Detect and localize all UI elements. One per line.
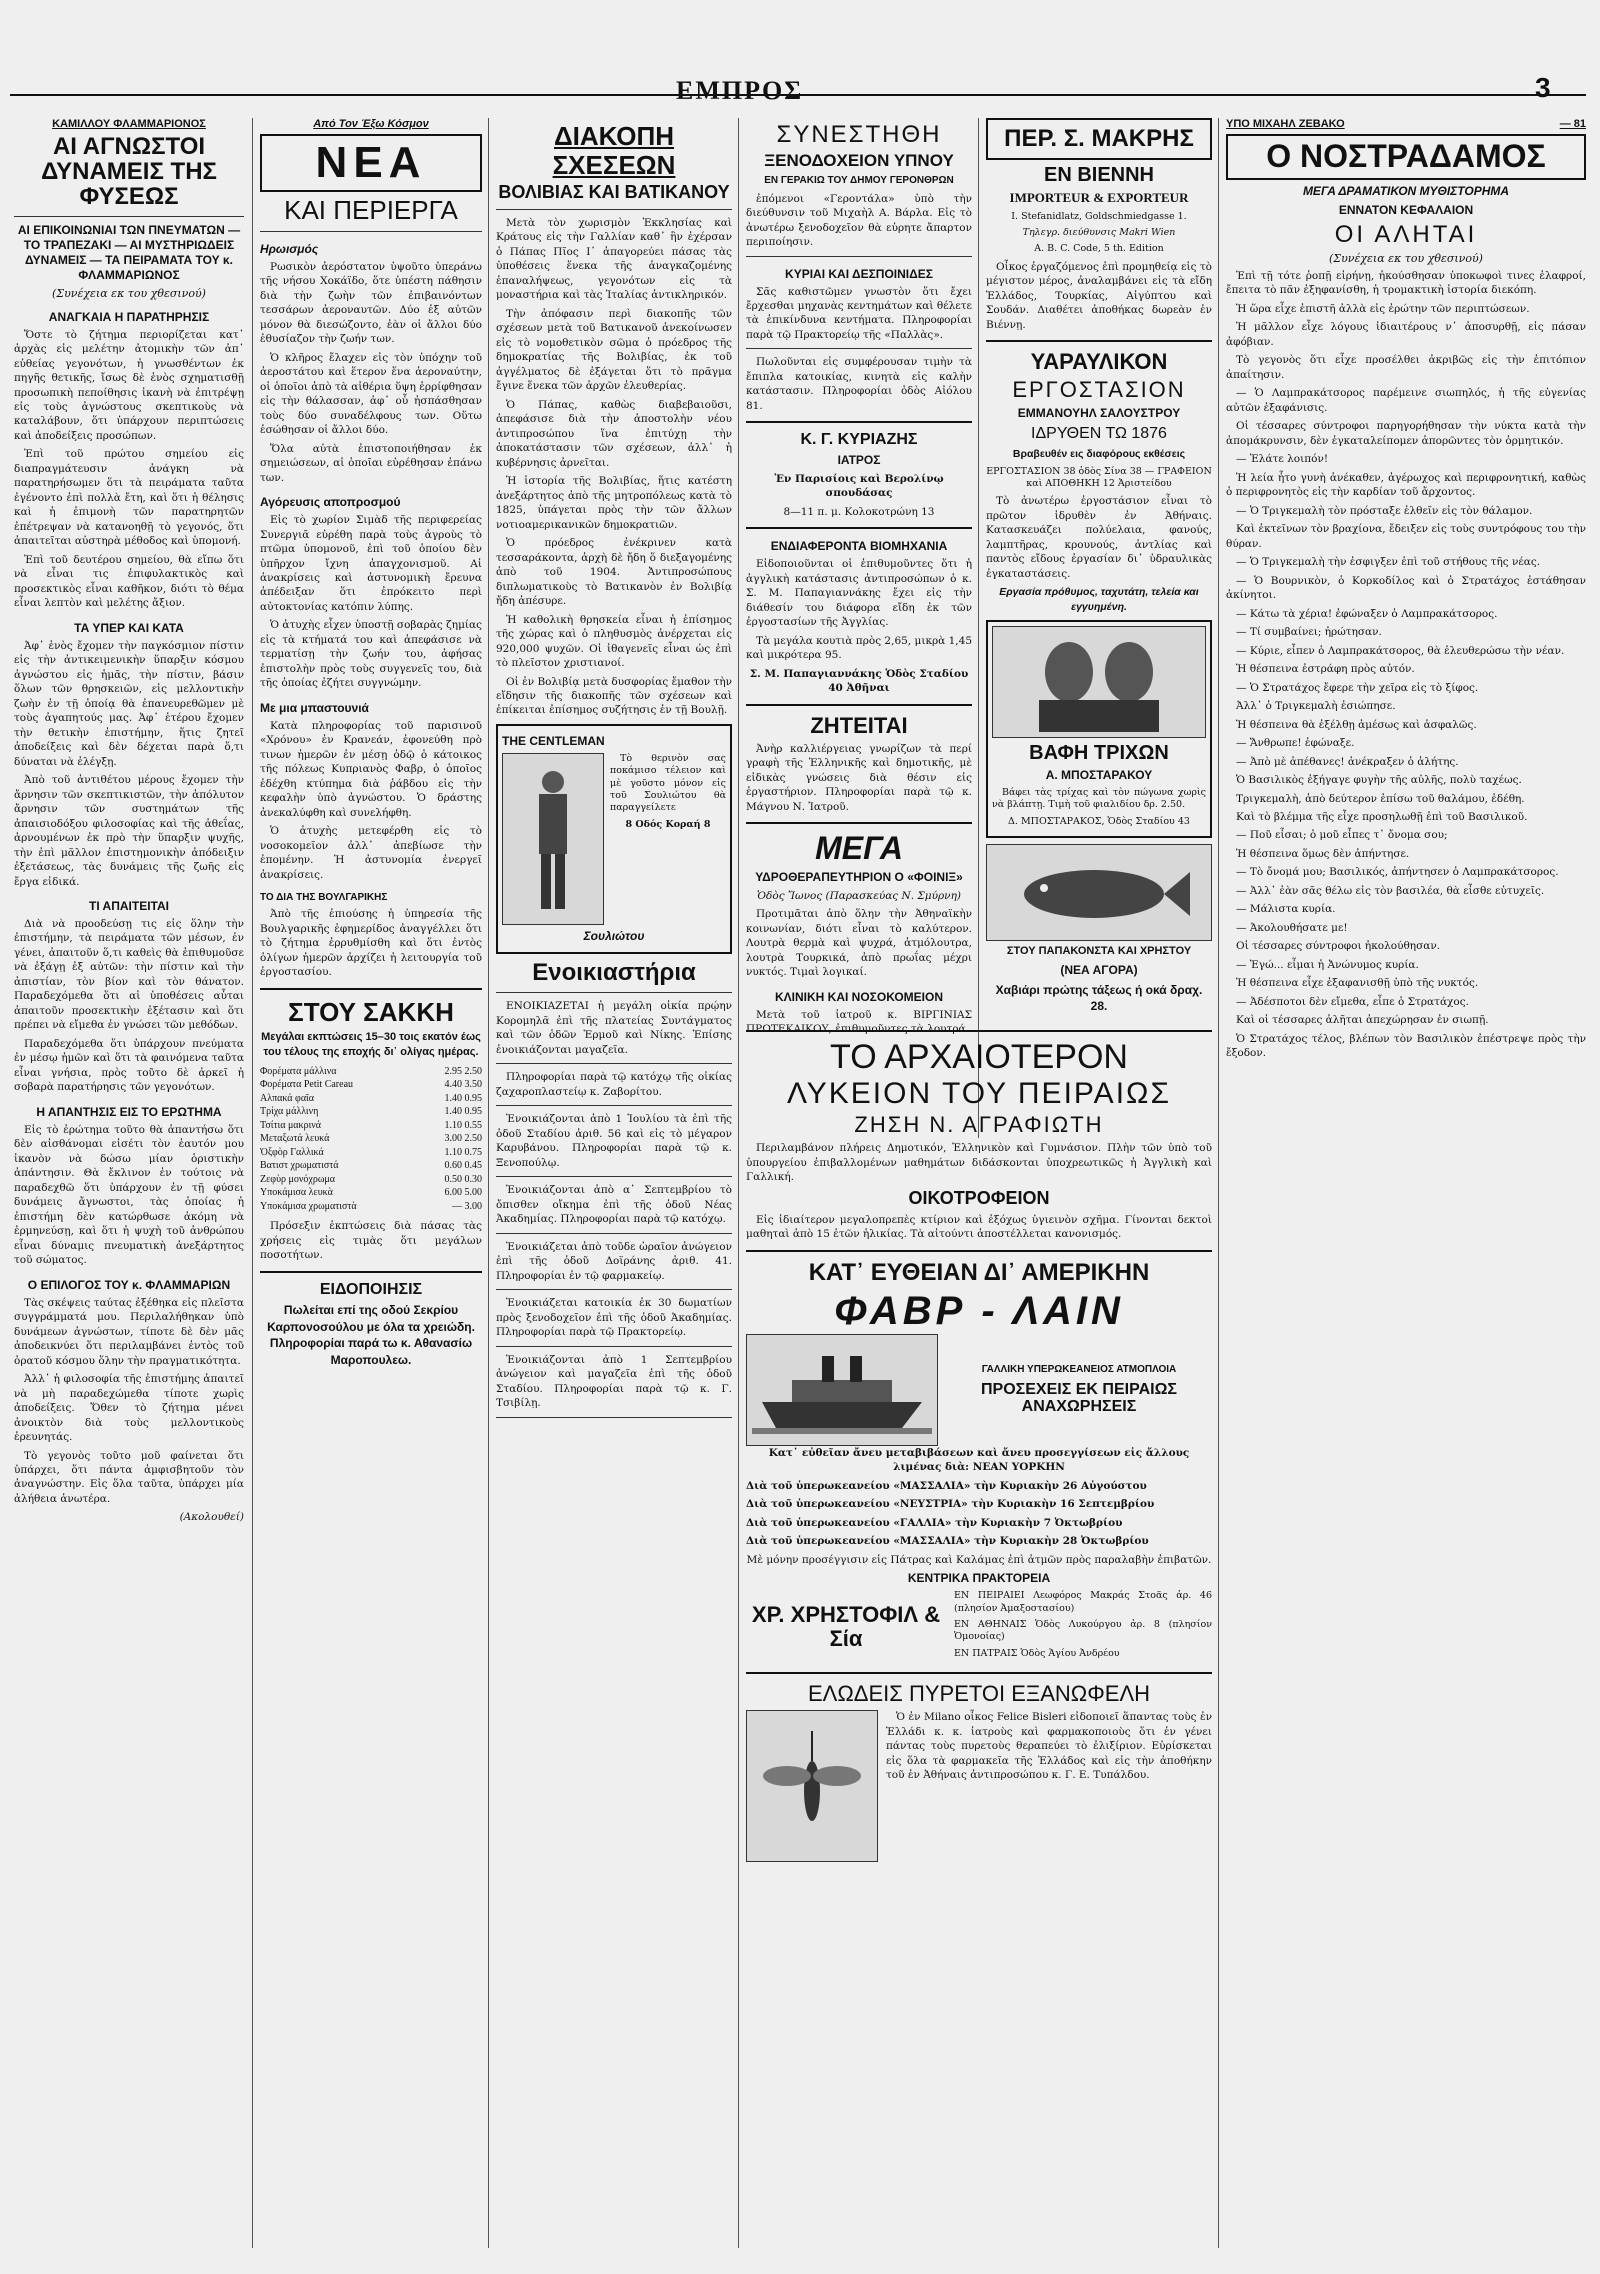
section-subtitle: ΚΑΙ ΠΕΡΙΕΡΓΑ xyxy=(284,195,458,226)
mosquito-illustration xyxy=(746,1710,878,1862)
ad-name: Σουλιώτου xyxy=(583,928,645,943)
article-title: ΔΙΑΚΟΠΗ ΣΧΕΣΕΩΝ xyxy=(552,121,676,180)
serial-paragraph: — Κύριε, εἶπεν ὁ Λαμπρακάτσορος, θὰ ἐλευθερώσω τὴν νέαν. xyxy=(1236,644,1565,657)
rent-divider xyxy=(496,1417,732,1418)
price-values xyxy=(445,1078,483,1092)
paragraph: Τὰς σκέψεις ταύτας ἐξέθηκα εἰς πλεῖστα συγγράμματά μου. Περιλαλήθηκαν ὑπὸ δυνάμεων ἀγνώστων, τίποτε δὲ δὲν μᾶς ἀποδεικνύει ὅτι περιλαμβάνει ἐντὸς τοῦ ὁρατοῦ κόσμου ὅλην τὴν πραγματικότητα. xyxy=(14,1296,244,1367)
serial-paragraph: Ἡ θέσπεινα ἐστράφη πρὸς αὐτόν. xyxy=(1236,663,1415,676)
serial-paragraph: Ἡ θέσπεινα ὅμως δὲν ἀπήντησε. xyxy=(1236,847,1410,860)
price-values xyxy=(445,1105,483,1119)
factory-award: Βραβευθέν εις διαφόρους εκθέσεις xyxy=(1012,448,1186,461)
serial-paragraph: Ἡ μᾶλλον εἶχε λόγους ἰδιαιτέρους ν᾽ ἀποσυρθῇ, εἰς πάσαν ἀφόβιαν. xyxy=(1226,321,1586,348)
agent-title: ΚΕΝΤΡΙΚΑ ΠΡΑΚΤΟΡΕΙΑ xyxy=(907,1571,1051,1586)
ship-company: ΓΑΛΛΙΚΗ ΥΠΕΡΩΚΕΑΝΕΙΟΣ ΑΤΜΟΠΛΟΙΑ xyxy=(981,1364,1177,1376)
dye-title: ΒΑΦΗ ΤΡΙΧΩΝ xyxy=(1029,742,1169,765)
price-item: Υποκάμισα λευκὰ xyxy=(260,1187,333,1199)
price-old: 2.95 xyxy=(444,1065,465,1077)
paragraph: Ὁ πρόεδρος ἐνέκρινεν κατὰ τεσσαράκοντα, ἀρχὴ δὲ ἤδη ὅ διεξαγομένης ἀπὸ τοῦ 1904. Ἀντιπροσώπους διπλωματικοὺς τὸ Βατικανὸν ἐν Βολιβίᾳ ἤδη ἀπέσυρε. xyxy=(496,537,732,608)
paragraph: Ἀλλ᾽ ἡ φιλοσοφία τῆς ἐπιστήμης ἀπαιτεῖ νὰ μὴ παραδεχώμεθα τίποτε χωρὶς ἀποδείξεις. Ὅθεν τὸ ζήτημα μένει ἀνοικτὸν διὰ τοὺς μελλοντικοὺς ἐρευνητάς. xyxy=(14,1373,244,1444)
serial-paragraph: Ἐπὶ τῇ τότε ῥοπῇ εἰρήνῃ, ἠκούσθησαν ὑποκωφοὶ τινες ἐλαφροί, ἔπειτα τὸ πᾶν ἐξηφανίσθη, ἡ τρομακτικὴ ἱστορία διεκόπη. xyxy=(1226,269,1586,297)
paragraph: Τὰ μεγάλα κουτιὰ πρὸς 2,65, μικρὰ 1,45 καὶ μικρότερα 95. xyxy=(746,634,972,662)
column-rule xyxy=(738,118,739,2248)
serial-paragraph: — Τί συμβαίνει; ἠρώτησαν. xyxy=(1236,626,1382,639)
agent-name: ΧΡ. ΧΡΗΣΤΟΦΙΛ & Σία xyxy=(751,1602,941,1652)
price-values xyxy=(445,1186,483,1200)
price-row xyxy=(260,1186,482,1200)
serial-paragraph: Οἱ τέσσαρες σύντροφοι παρηγορήθησαν τὴν νύκτα κατὰ τὴν ἀπομάκρυνσιν, δὲν ἐγκαταλείπομεν ἀπορῶντες τὸν ὁρμητικόν. xyxy=(1226,420,1586,447)
article-kicker: ΚΑΜΙΛΛΟΥ ΦΛΑΜΜΑΡΙΟΝΟΣ xyxy=(52,118,206,130)
price-values xyxy=(445,1132,483,1146)
price-values xyxy=(445,1159,483,1173)
dye-address: Δ. ΜΠΟΣΤΑΡΑΚΟΣ, Ὁδὸς Σταδίου 43 xyxy=(1008,815,1190,827)
ad-address: I. Stefanidlatz, Goldschmiedgasse 1. xyxy=(1011,210,1187,222)
price-item: Βατιστ χρωματιστά xyxy=(260,1160,339,1172)
column-makris xyxy=(986,118,1212,1013)
rent-item: Ἐνοικιάζονται ἀπὸ 1 Σεπτεμβρίου ἀνώγειον καὶ μαγαζεῖα ἐπὶ τῆς ὁδοῦ Σταδίου. Πληροφορίαι παρὰ τῷ κ. Γ. Τσιβίλῃ. xyxy=(496,1353,732,1410)
price-new: 2.50 xyxy=(464,1065,482,1077)
price-item: Ὀξφὸρ Γαλλικά xyxy=(260,1146,324,1158)
ad-note: Πρόσεξιν ἐκπτώσεις διὰ πάσας τὰς χρήσεις εἰς τιμὰς ὅτι μεγάλων ποσοτήτων. xyxy=(260,1220,482,1262)
paragraph: Ἀπὸ τῆς ἐπιούσης ἡ ὑπηρεσία τῆς Βουλγαρικῆς ἐφημερίδος ἀναγγέλλει ὅτι τὸ ζήτημα ἐρρυθμίσθη καὶ ὅτι ἐντὸς ὀλίγων ἡμερῶν ἀρχίζει ἡ λειτουργία τοῦ ἐργοστασίου. xyxy=(260,908,482,979)
boarding-title: ΟΙΚΟΤΡΟΦΕΙΟΝ xyxy=(908,1187,1050,1208)
ship-title: ΚΑΤ᾽ ΕΥΘΕΙΑΝ ΔΙ᾽ ΑΜΕΡΙΚΗΝ xyxy=(808,1258,1150,1286)
factory-text: Τὸ ἀνωτέρω ἐργοστάσιον εἶναι τὸ πρῶτον ἱδρυθὲν ἐν Ἀθήναις. Κατασκευάζει πολύελαια, φανούς, λαμπτῆρας, κρουνούς, ἀντλίας καὶ παντὸς εἴδους ἐργασίαν δι᾽ ὑδραυλικὰς ἐγκαταστάσεις. xyxy=(986,495,1212,580)
rent-item: Ἐνοικιάζεται κατοικία ἐκ 30 δωματίων πρὸς ξενοδοχεῖον ἐπὶ τῆς ὁδοῦ Ἀκαδημίας. Πληροφορίαι παρὰ τῷ Πρακτορείῳ. xyxy=(496,1297,732,1339)
ad-text: Τὸ θερινὸν σας ποκάμισο τέλειον καὶ μὲ γοῦστο μόνον εἰς τοῦ Σουλιώτου θὰ παραγγείλετε xyxy=(610,752,726,814)
paragraph: Κατὰ πληροφορίας τοῦ παρισινοῦ «Χρόνου» ἐν Κρανεάν, ἐφονεύθη πρὸ τινων ἡμερῶν ἐν μέσῃ ὁδῷ ὁ κάτοικος τῆς πόλεως Κυπριανὸς Φαβρ, ὁ ὁποῖος ἐδέχθη κτύπημα διὰ ῥάβδου εἰς τὴν κεφαλὴν ὑπὸ ἀγνώστου. Ὁ δράστης ἀνεκαλύφθη καὶ συνελήφθη. xyxy=(260,719,482,819)
section-heading: Η ΑΠΑΝΤΗΣΙΣ ΕΙΣ ΤΟ ΕΡΩΤΗΜΑ xyxy=(36,1104,222,1119)
factory-address: ΕΡΓΟΣΤΑΣΙΟΝ 38 ὁδὸς Σίνα 38 — ΓΡΑΦΕΙΟΝ καὶ ΑΠΟΘΗΚΗ 12 Ἀριστείδου xyxy=(986,465,1212,489)
section-kicker: Από Τον Έξω Κόσμον xyxy=(313,118,429,130)
paragraph: Οἶκος ἐργαζόμενος ἐπὶ προμηθείᾳ εἰς τὸ μέγιστον μέρος, ἀναλαμβάνει εἰς τὰ εἴδη Ἑλλάδος, Τουρκίας, Αἰγύπτου καὶ Σουδάν. Διαθέτει ἀποθήκας δωρεὰν ἐν Βιέννῃ. xyxy=(986,260,1212,331)
serial-paragraph: — Κάτω τὰ χέρια! ἐφώναξεν ὁ Λαμπρακάτσορος. xyxy=(1236,607,1498,620)
paragraph: Πωλοῦνται εἰς συμφέρουσαν τιμὴν τὰ ἔπιπλα κατοικίας, κινητὰ εἰς καλὴν κατάστασιν. Πληροφορίαι ὁδὸς Αἰόλου 81. xyxy=(746,356,972,412)
news-heading: Ηρωισμός xyxy=(260,241,319,256)
agent-item: ΕΝ ΑΘΗΝΑΙΣ Ὁδὸς Λυκούργου ἀρ. 8 (πλησίον Ὁμονοίας) xyxy=(954,1619,1212,1643)
serial-title: Ο ΝΟΣΤΡΑΔΑΜΟΣ xyxy=(1266,138,1546,174)
rent-divider xyxy=(496,1176,732,1177)
continuation-note: (Συνέχεια εκ του χθεσινού) xyxy=(52,286,206,300)
price-row xyxy=(260,1119,482,1133)
serial-subtitle: ΜΕΓΑ ΔΡΑΜΑΤΙΚΟΝ ΜΥΘΙΣΤΟΡΗΜΑ xyxy=(1302,183,1510,198)
paragraph: Οἱ ἐν Βολιβίᾳ μετὰ δυσφορίας ἔμαθον τὴν εἴδησιν τῆς διακοπῆς τῶν σχέσεων καὶ ἐπίκειται ἐπίσημος συζήτησις ἐν τῇ Βουλῇ. xyxy=(496,675,732,717)
sailing-item: Διὰ τοῦ ὑπερωκεανείου «ΝΕΥΣΤΡΙΑ» τὴν Κυριακὴν 16 Σεπτεμβρίου xyxy=(746,1498,1155,1511)
serial-paragraph: Καὶ οἱ τέσσαρες ἀλῆται ἀπεχώρησαν ἐν σιωπῇ. xyxy=(1236,1014,1489,1027)
serial-paragraph: — Ἀπὸ μὲ ἀπέθανες! ἀνέκραξεν ὁ ἀλήτης. xyxy=(1236,755,1459,768)
paragraph: Ἐπὶ τοῦ πρώτου σημείου εἰς διαπραγμάτευσιν ἀνάγκη νὰ παρατηρήσωμεν ὅτι τὰ πειράματα ταῦτα ἐγένοντο ἐπὶ πολλὰ ἔτη, καὶ ὅτι ἡ θέλησις καὶ ἡ ἐπιμονὴ τῶν παρατηρητῶν ἐπέτρεψαν νὰ κατανοηθῇ τὸ γεγονός, ὅτι ἀπαιτεῖται αὐστηρὰ μέθοδος καὶ ὑπομονή. xyxy=(14,448,244,548)
price-new: 0.30 xyxy=(464,1173,482,1185)
price-old: 0.60 xyxy=(444,1160,465,1172)
ad-subtitle: ΞΕΝΟΔΟΧΕΙΟΝ ΥΠΝΟΥ xyxy=(764,151,954,171)
mega-subtitle: ΥΔΡΟΘΕΡΑΠΕΥΤΗΡΙΟΝ Ο «ΦΟΙΝΙΞ» xyxy=(755,870,963,884)
rent-divider xyxy=(496,1063,732,1064)
section-title: ΝΕΑ xyxy=(315,138,427,187)
price-row xyxy=(260,1105,482,1119)
paragraph: Παραδεχόμεθα ὅτι ὑπάρχουν πνεύματα ἐν μέσῳ ἡμῶν καὶ ὅτι τὰ φαινόμενα ταῦτα εἶναι γνήσια, πρὸς τοῦτο δὲ ἀρκεῖ ἡ σοβαρὰ παρατήρησις τῶν γεγονότων. xyxy=(14,1037,244,1094)
serial-paragraph: — Ὁ Τριγκεμαλὴ τὸν πρόσταξε ἐλθεῖν εἰς τὸν θάλαμον. xyxy=(1236,504,1533,517)
wanted-text: Ἀνὴρ καλλιέργειας γνωρίζων τὰ περί γραφὴ τῆς Ἑλληνικῆς καὶ δημοτικῆς, μὲ εἰδικὰς γνώσεις διὰ θέσιν εἰς ἐργαστήριον. Πληροφορίαι παρὰ τῷ κ. Μάγνου Ν. Ἰατροῦ. xyxy=(746,742,972,813)
paragraph: Ὁ ἀτυχὴς μετεφέρθη εἰς τὸ νοσοκομεῖον ἀλλ᾽ ἀπεβίωσε τὴν ἐπομένην. Ἡ ἀστυνομία ἐνεργεῖ ἀνακρίσεις. xyxy=(260,825,482,881)
serial-paragraph: Ὁ Στρατάχος τέλος, βλέπων τὸν Βασιλικὸν ἐπέστρεψε πρὸς τὴν ἔξοδον. xyxy=(1226,1032,1586,1060)
bottom-ads xyxy=(746,1030,1212,2245)
agent-list xyxy=(954,1590,1212,1664)
paragraph: Ἡ ἱστορία τῆς Βολιβίας, ἥτις κατέστη ἀνεξάρτητος ἀπὸ τῆς μητροπόλεως κατὰ τὸ 1825, ὑπάγεται πρὸς τὴν τῶν ἄλλων νοτιοαμερικανικῶν δημοκρατιῶν. xyxy=(496,475,732,531)
column-rule xyxy=(1218,118,1219,2248)
paragraph: Εἰς τὸ χωρίον Σιμὰδ τῆς περιφερείας Συνεργιᾶ εὑρέθη παρὰ τοὺς ἀγροὺς τὸ πτῶμα ὑπομονοῦ, ἐπὶ τοῦ ὁποίου δὲν ὑπῆρχον ἴχνη ἀπαγχονισμοῦ. Αἱ ἀνακρίσεις καὶ ἀστυνομικὴ ἔρευνα ἀπέδειξαν ὅτι ἐπρόκειτο περὶ αὐτοκτονίας κατόπιν λύπης. xyxy=(260,514,482,613)
fish-illustration xyxy=(986,844,1212,941)
steamship-illustration xyxy=(746,1334,938,1446)
chapter-title: ΟΙ ΑΛΗΤΑΙ xyxy=(1334,220,1478,248)
news-heading: Αγόρευσις αποπροσμού xyxy=(260,495,401,510)
ship-subtitle: ΠΡΟΣΕΧΕΙΣ ΕΚ ΠΕΙΡΑΙΩΣ ΑΝΑΧΩΡΗΣΕΙΣ xyxy=(980,1380,1178,1416)
dye-name: Α. ΜΠΟΣΤΑΡΑΚΟΥ xyxy=(1045,768,1153,783)
serial-paragraph: Οἱ τέσσαρες σύντροφοι ἠκολούθησαν. xyxy=(1236,940,1441,953)
price-item: Μεταξωτά λευκά xyxy=(260,1133,330,1145)
school-director: ΖΗΣΗ Ν. ΑΓΡΑΦΙΩΤΗ xyxy=(854,1112,1104,1138)
paragraph: Ἀπὸ τοῦ ἀντιθέτου μέρους ἔχομεν τὴν ἄρνησιν τῶν σκεπτικιστῶν, τὴν ἀπόλυτον ἄρνησιν τῶν συστημάτων τῆς ἀπαισιοδόξου φιλοσοφίας καὶ τῆς ἀθεΐας, ἀρνουμένων ἐκ πρὸ τὴν ὕπαρξιν ψυχῆς, τὴν ἐπὶ μᾶλλον ἐπιστημονικὴν ἀπόδειξιν ἐξετάσεως, τὰς δυνάμεις τῆς ζωῆς εἰς ἔργα εἰδικά. xyxy=(14,774,244,888)
mega-address: Ὁδὸς Ἴωνος (Παρασκεύας Ν. Σμύρνη) xyxy=(757,890,961,902)
doctor-name: Κ. Γ. ΚΥΡΙΑΖΗΣ xyxy=(800,431,918,449)
school-text: Περιλαμβάνον πλήρεις Δημοτικόν, Ἑλληνικὸν καὶ Γυμνάσιον. Πλὴν τῶν ὑπὸ τοῦ ὑπουργείου ἐπιβαλλομένων μαθημάτων διδάσκονται ὑποχρεωτικῶς ἡ Ἀγγλικὴ καὶ Γαλλική. xyxy=(746,1142,1212,1184)
news-heading: Με μια μπαστουνιά xyxy=(260,700,369,715)
price-item: Αλπακά φαῖα xyxy=(260,1092,314,1104)
serial-paragraph: Ἡ λεία ἦτο γυνὴ ἀνέκαθεν, ἀγέρωχος καὶ περιφρονητική, καθὼς ὁ περιφρονητὸς εἰς τὴν καρδίαν τοῦ ἄρχοντος. xyxy=(1226,471,1586,499)
price-old: 3.00 xyxy=(444,1133,465,1145)
price-new: 0.75 xyxy=(464,1146,482,1158)
paragraph: ἐπόμενοι «Γεροντάλα» ὑπὸ τὴν διεύθυνσιν τοῦ Μιχαὴλ Α. Βάρλα. Εἰς τὸ ἀνωτέρω ξενοδοχεῖον θὰ εὑρητε ἄπαρτον περιποίησιν. xyxy=(746,192,972,249)
section-heading: Ο ΕΠΙΛΟΓΟΣ ΤΟΥ κ. ΦΛΑΜΜΑΡΙΩΝ xyxy=(27,1277,231,1292)
rent-divider xyxy=(496,1346,732,1347)
rent-divider xyxy=(496,1233,732,1234)
price-item: Φορέματα Petit Careau xyxy=(260,1079,354,1091)
serial-paragraph: — Ποῦ εἶσαι; ὁ μοῦ εἶπες τ᾽ ὄνομα σου; xyxy=(1236,829,1448,842)
price-item: Τσίτια μακρινά xyxy=(260,1119,322,1131)
ad-subtitle: ΕΝ ΒΙΕΝΝΗ xyxy=(1043,164,1154,187)
hair-dye-ad xyxy=(986,620,1212,838)
article-subtitle: ΑΙ ΕΠΙΚΟΙΝΩΝΙΑΙ ΤΩΝ ΠΝΕΥΜΑΤΩΝ — ΤΟ ΤΡΑΠΕΖΑΚΙ — ΑΙ ΜΥΣΤΗΡΙΩΔΕΙΣ ΔΥΝΑΜΕΙΣ — ΤΑ ΠΕΙΡΑΜΑΤΑ ΤΟΥ κ. ΦΛΑΜΜΑΡΙΩΝΟΣ xyxy=(17,222,241,282)
rent-list xyxy=(496,999,732,1417)
serial-paragraph: Ἀλλ᾽ ὁ Τριγκεμαλὴ ἐσιώπησε. xyxy=(1236,700,1396,713)
factory-established: ΙΔΡΥΘΕΝ ΤΩ 1876 xyxy=(1031,425,1167,443)
serial-paragraph: — Ὁ Τριγκεμαλὴ τὴν ἐσφιγξεν ἐπὶ τοῦ στήθους τῆς νέας. xyxy=(1236,556,1541,569)
price-new: 0.95 xyxy=(464,1106,482,1118)
price-item: Υποκάμισα χρωματιστὰ xyxy=(260,1200,357,1212)
rent-item: Πληροφορίαι παρὰ τῷ κατόχῳ τῆς οἰκίας ζαχαροπλαστείῳ κ. Ζαβορίτου. xyxy=(496,1071,732,1098)
price-old: — xyxy=(452,1200,465,1212)
factory-cta: Εργασία πρόθυμος, ταχυτάτη, τελεία και εγγυημένη. xyxy=(999,586,1199,613)
section-heading: ΚΥΡΙΑΙ ΚΑΙ ΔΕΣΠΟΙΝΙΔΕΣ xyxy=(785,266,933,281)
ship-note: Μὲ μόνην προσέγγισιν εἰς Πάτρας καὶ Καλάμας ἐπὶ ἀτμῶν πρὸς παραλαβὴν ἐπιβατῶν. xyxy=(746,1553,1212,1566)
doctor-title: ΙΑΤΡΟΣ xyxy=(837,452,881,467)
ad-telegraph: Τηλεγρ. διεύθυνσις Makri Wien xyxy=(1022,226,1176,238)
price-new: 2.50 xyxy=(464,1133,482,1145)
section-heading: ΤΑ ΥΠΕΡ ΚΑΙ ΚΑΤΑ xyxy=(74,620,184,635)
paragraph: Ὅλα αὐτὰ ἐπιστοποιήθησαν ἐκ σημειώσεων, αἱ ὁποῖαι εὑρέθησαν ἐπάνω των. xyxy=(260,442,482,484)
rent-item: ΕΝΟΙΚΙΑΖΕΤΑΙ ἡ μεγάλη οἰκία πρῴην Κορομηλᾶ ἐπὶ τῆς πλατείας Συντάγματος καὶ τῶν ὁδῶν Ἑρμοῦ καὶ Νίκης. Ἐπίσης ἐνοικιάζονται μαγαζεῖα. xyxy=(496,1000,732,1056)
price-old: 4.40 xyxy=(444,1079,465,1091)
continued-note: (Ακολουθεί) xyxy=(179,1511,244,1524)
doctor-hours: 8—11 π. μ. Κολοκοτρώνη 13 xyxy=(783,505,935,518)
price-row xyxy=(260,1159,482,1173)
paragraph: Ρωσικὸν ἀερόστατον ὑψοῦτο ὑπεράνω τῆς νήσου Χοκάϊδο, ὅτε ὑπέστη πάθησιν διὰ τὴν ζωὴν τῶν ἐπιβαινόντων τεσσάρων ἀεροναυτῶν. Δύο ἐξ αὐτῶν μόνον θὰ διεσώζοντο, ἐὰν οἱ ἄλλοι δύο ἐθυσίαζον τὴν ζωήν των. xyxy=(260,260,482,346)
serial-paragraph: Ἡ ὥρα εἶχε ἐπιστῆ ἀλλὰ εἰς ἐρώτην τῶν περιπτώσεων. xyxy=(1236,302,1530,315)
price-item: Τρίχα μάλλινη xyxy=(260,1106,319,1118)
column-rule xyxy=(252,118,253,2248)
column-nostradamus xyxy=(1226,118,1586,2248)
serial-paragraph: — Ἐλάτε λοιπόν! xyxy=(1236,453,1329,466)
dye-text: Βάφει τὰς τρίχας καὶ τὸν πώγωνα χωρὶς νὰ βλάπτῃ. Τιμὴ τοῦ φιαλιδίου δρ. 2.50. xyxy=(992,787,1206,811)
price-row xyxy=(260,1132,482,1146)
price-old: 1.10 xyxy=(444,1146,465,1158)
factory-subtitle: ΕΡΓΟΣΤΑΣΙΟΝ xyxy=(1012,377,1186,403)
price-row xyxy=(260,1065,482,1079)
wanted-title: ΖΗΤΕΙΤΑΙ xyxy=(810,712,908,738)
fever-text: Ὁ ἐν Milano οἶκος Felice Bisleri εἰδοποιεῖ ἅπαντας τοὺς ἐν Ἑλλάδι κ. κ. ἰατροὺς καὶ φαρμακοποιοὺς ὅτι ἐν γένει πάντας τοὺς πυρετοὺς θεραπεύει τὸ ἐλιξίριον. Εὑρίσκεται εἰς ὅλα τὰ φαρμακεῖα τῆς Ἑλλάδος καὶ εἰς τὴν ἀποθήκην τοῦ ἐν Ἀθήναις ἀντιπροσώπου κ. Γ. Ε. Τυπάλδου. xyxy=(886,1711,1212,1782)
paragraph: Σ. Μ. Παπαγιαννάκης Ὁδὸς Σταδίου 40 Ἀθῆναι xyxy=(749,667,969,695)
serial-paragraph: Τριγκεμαλὴ, ἀπὸ δεύτερον ἐπίσω τοῦ θαλάμου, ἐδέθη. xyxy=(1236,792,1525,805)
serial-paragraph: Ἡ θέσπεινα θὰ ἐξέλθῃ ἀμέσως καὶ ἀσφαλῶς. xyxy=(1236,718,1477,731)
ad-business: IMPORTEUR & EXPORTEUR xyxy=(1009,190,1189,206)
school-subtitle: ΛΥΚΕΙΟΝ ΤΟΥ ΠΕΙΡΑΙΩΣ xyxy=(786,1076,1172,1110)
notice-title: ΕΙΔΟΠΟΙΗΣΙΣ xyxy=(319,1280,423,1298)
price-new: 5.00 xyxy=(464,1187,482,1199)
school-title: ΤΟ ΑΡΧΑΙΟΤΕΡΟΝ xyxy=(830,1038,1128,1076)
article-title: ΑΙ ΑΓΝΩΣΤΟΙ ΔΥΝΑΜΕΙΣ ΤΗΣ ΦΥΣΕΩΣ xyxy=(41,133,217,211)
price-new: 3.50 xyxy=(464,1079,482,1091)
paragraph: Ὁ Πάπας, καθὼς διαβεβαιοῦσι, ἀπεφάσισε διὰ τὴν ἀποστολὴν νέου ἀντιπροσώπου ἵνα ἐπιτύχῃ τὴν ἀποκατάστασιν τῶν σχέσεων, ἀλλ᾽ ἡ κυβέρνησις ἀρνεῖται. xyxy=(496,398,732,469)
paragraph: Ὅστε τὸ ζήτημα περιορίζεται κατ᾽ ἀρχὰς εἰς μελέτην ἀτομικὴν τῶν ἀπ᾽ εὐθείας γεγονότων, ἡ γνωσθέντων ἐκ πηγῆς θετικῆς, ἴσως δὲ ἐνὸς σχηματισθῇ προσωπικὴ πεποίθησις ἱκανὴ νὰ ἐπιτρέψῃ εἰς τοὺς ἀγνώστους σκεπτικοὺς νὰ καταλάβουν, ὅτι ὑπάρχουν περιπτώσεις καὶ ἀποδείξεις προσώπων. xyxy=(14,328,244,442)
shop-text: Χαβιάρι πρώτης τάξεως ή οκά δραχ. 28. xyxy=(995,982,1203,1014)
section-heading: ΤΙ ΑΠΑΙΤΕΙΤΑΙ xyxy=(89,899,169,913)
factory-title: ΥΑΡΑΥΛΙΚΟΝ xyxy=(1030,349,1168,375)
sailing-list xyxy=(746,1479,1212,1549)
page-number: 3 xyxy=(1535,72,1551,103)
paragraph: Τὴν ἀπόφασιν περὶ διακοπῆς τῶν σχέσεων μετὰ τοῦ Βατικανοῦ ἀνεκοίνωσεν εἰς τὸ νομοθετικὸν σῶμα ὁ πρόεδρος τῆς δημοκρατίας τῆς Βολιβίας, ἐκ τοῦ ἀγγέλματος δὲ ἐξάγεται ὅτι τὸ πρᾶγμα ἔγινε ἕνεκα τῶν ἀρχῶν ἐλευθερίας. xyxy=(496,307,732,393)
serial-paragraph: — Ἄνθρωπε! ἐφώναξε. xyxy=(1236,737,1355,750)
ship-text: Κατ᾽ εὐθεῖαν ἄνευ μεταβιβάσεων καὶ ἄνευ προσεγγίσεων εἰς ἄλλους λιμένας διὰ: ΝΕΑΝ ΥΟΡΚΗΝ xyxy=(768,1446,1190,1474)
column-rule xyxy=(978,118,979,1138)
price-values xyxy=(452,1200,482,1214)
price-old: 6.00 xyxy=(444,1187,465,1199)
ad-address: 8 Οδός Κοραή 8 xyxy=(625,818,711,830)
serial-paragraph: — Τὸ ὄνομά μου; Βασιλικός, ἀπήντησεν ὁ Λαμπρακάτσορος. xyxy=(1236,866,1559,879)
price-values xyxy=(445,1173,483,1187)
paragraph: Διὰ νὰ προοδεύσῃ τις εἰς ὅλην τὴν ἐπιστήμην, τὰ πειράματα τῶν μέσων, ἐν γένει, ἀπαιτοῦν ὅ,τι καθεὶς θὰ ἐπιθυμοῦσε νὰ ἐξάγῃ ἐξ αὐτῶν: τὴν πίστιν καὶ τὴν ἀπιστίαν, τὸν βίον καὶ τὸν θάνατον. Παραδεχόμεθα ὅτι αἱ ὑποθέσεις αὗται ἀπαιτοῦν προσεκτικὴν ἐξέτασιν καὶ ὅτι πρέπει νὰ εἴμεθα ἐν γνώσει τῶν μεθόδων. xyxy=(14,918,244,1032)
price-row xyxy=(260,1200,482,1214)
sailing-item: Διὰ τοῦ ὑπερωκεανείου «ΓΑΛΛΙΑ» τὴν Κυριακὴν 7 Ὀκτωβρίου xyxy=(746,1516,1123,1529)
paragraph: Τὸ γεγονὸς τοῦτο μοῦ φαίνεται ὅτι ὑπάρχει, ὅτι πάντα ἀμφισβητοῦν τὸν ἀναγνώστην. Εἰς ὅλα ταῦτα, ὑπάρχει μία ἀλήθεια ἀνωτέρα. xyxy=(14,1449,244,1505)
serial-paragraph: Ἡ θέσπεινα εἶχε ἐξαφανισθῇ ὑπὸ τῆς νυκτός. xyxy=(1236,977,1479,990)
price-values xyxy=(445,1065,483,1079)
serial-paragraph: Καὶ ἐκτεῖνων τὸν βραχίονα, ἔδειξεν εἰς τοὺς συντρόφους του τὴν θύραν. xyxy=(1226,523,1586,550)
rent-section-title: Ενοικιαστήρια xyxy=(532,958,696,986)
serial-episode: — 81 xyxy=(1559,118,1586,130)
paper-name: ΕΜΠΡΟΣ xyxy=(676,76,804,105)
paragraph: Ὁ ἀτυχὴς εἶχεν ὑποστῇ σοβαρὰς ζημίας εἰς τὰ κτήματά του καὶ ἀπεφάσισε νὰ τερματίσῃ τὴν ζωήν του, ἀφήσας ἐπιστολὴν πρὸς τοὺς συγγενεῖς του, διὰ τῆς ὁποίας ἐζήτει συγγνώμην. xyxy=(260,619,482,690)
price-row xyxy=(260,1078,482,1092)
ad-location: ΕΝ ΓΕΡΑΚΙΩ ΤΟΥ ΔΗΜΟΥ ΓΕΡΟΝΘΡΩΝ xyxy=(764,175,954,187)
serial-paragraph: — Ἀδέσποτοι δὲν εἴμεθα, εἶπε ὁ Στρατάχος. xyxy=(1236,995,1469,1008)
serial-author: ΥΠΟ ΜΙΧΑΗΛ ΖΕΒΑΚΟ xyxy=(1226,118,1345,130)
ad-title: ΣΥΝΕΣΤΗΘΗ xyxy=(776,121,942,148)
price-row xyxy=(260,1146,482,1160)
serial-paragraph: Ὁ Βασιλικὸς ἐξήγαγε φυγὴν τῆς αὐλῆς, πολὺ ταχέως. xyxy=(1236,774,1522,787)
serial-paragraph: — Μάλιστα κυρία. xyxy=(1236,903,1336,916)
paragraph: Σᾶς καθιστῶμεν γνωστὸν ὅτι ἔχει ἔρχεσθαι μηχανὰς κεντημάτων καὶ θέλετε τὰ ἐπικίνδυνα κεντήματα. Πληροφορίαι παρὰ τῷ Πρακτορείῳ τῆς «Παλλὰς». xyxy=(746,285,972,341)
boarding-text: Εἰς ἰδιαίτερον μεγαλοπρεπὲς κτίριον καὶ ἐξόχως ὑγιεινὸν σχῆμα. Γίνονται δεκτοὶ μαθηταὶ ἀπὸ 15 ἐτῶν ἡλικίας. Τὰ αἰτούντι ἀποστέλλεται κανονισμός. xyxy=(746,1213,1212,1241)
price-item: Ζεφὺρ μονόχρωμα xyxy=(260,1173,336,1185)
paragraph: Ὁ κλῆρος ἔλαχεν εἰς τὸν ὑπόχην τοῦ ἀεροστάτου καὶ ἕτερον ἕνα ἀεροναύτην, οἱ ὁποῖοι ἀπὸ τὰ αἰθέρια ὕψη ἐρρίφθησαν εἰς τὴν θάλασσαν, ἀφ᾽ οὗ ἠσπάσθησαν τοὺς δύο συναδέλφους των. Οὕτω ἐσώθησαν οἱ ἄλλοι δύο. xyxy=(260,351,482,437)
portrait-illustration xyxy=(992,626,1206,738)
paragraph: Εἰδοποιοῦνται οἱ ἐπιθυμοῦντες ὅτι ἡ ἀγγλικὴ κατάστασις ἀντιπροσώπων ὁ κ. Σ. Μ. Παπαγιαννάκης ἔχει εἰς τὴν διάθεσίν του διάφορα εἴδη ἐκ τῶν ἐργοστασίων τῆς Ἀγγλίας. xyxy=(746,558,972,629)
continuation-note: (Συνέχεια εκ του χθεσινού) xyxy=(1329,251,1483,265)
news-heading: ΤΟ ΔΙΑ ΤΗΣ ΒΟΥΛΓΑΡΙΚΗΣ xyxy=(260,892,388,904)
mega-end: Μετὰ τοῦ ἰατροῦ κ. ΒΙΡΓΙΝΙΑΣ xyxy=(756,1008,972,1021)
paragraph: Ἐπὶ τοῦ δευτέρου σημείου, θὰ εἴπω ὅτι νὰ εἶναι τις ἐπιφυλακτικὸς καὶ προσεκτικὸς εἶναι καθῆκον, διότι τὸ θέμα εἶναι λεπτὸν καὶ μελέτης ἄξιον. xyxy=(14,553,244,610)
column-bolivia xyxy=(496,118,732,2248)
ad-subtitle: Μεγάλαι εκπτώσεις 15–30 τοις εκατόν έως του τέλους της εποχής δι᾽ ολίγας ημέρας. xyxy=(261,1031,481,1059)
price-values xyxy=(445,1092,483,1106)
notice-text: Πωλείται επί της οδού Σεκρίου Καρπονοσούλου με όλα τα χρειώδη. Πληροφορίαι παρά τω κ. Αθανασίω Μαροπουλεω. xyxy=(267,1303,475,1367)
serial-paragraph: — Ὁ Βουρνικὸν, ὁ Κορκοδίλος καὶ ὁ Στρατάχος ἐστάθησαν ἀκίνητοι. xyxy=(1226,574,1586,602)
column-hotel xyxy=(746,118,972,1021)
serial-paragraph: Τὸ γεγονὸς ὅτι εἶχε προσέλθει ἀκριβῶς εἰς τὴν ἐπιτόπιον ἀπαίτησιν. xyxy=(1226,354,1586,381)
article-subtitle: ΒΟΛΙΒΙΑΣ ΚΑΙ ΒΑΤΙΚΑΝΟΥ xyxy=(498,182,730,203)
shop-title: ΣΤΟΥ ΠΑΠΑΚΟΝΣΤΑ ΚΑΙ ΧΡΗΣΤΟΥ xyxy=(1006,945,1192,958)
rent-item: Ἐνοικιάζονται ἀπὸ α᾽ Σεπτεμβρίου τὸ ὄπισθεν οἴκημα ἐπὶ τῆς ὁδοῦ Νέας Ἀκαδημίας. Πληροφορίαι παρὰ τῷ κατόχῳ. xyxy=(496,1184,732,1226)
mega-title: ΜΕΓΑ xyxy=(815,830,903,867)
ad-title: ΣΤΟΥ ΣΑΚΚΗ xyxy=(288,996,454,1027)
paragraph: Μετὰ τὸν χωρισμὸν Ἐκκλησίας καὶ Κράτους εἰς τὴν Γαλλίαν καθ᾽ ἣν ἐχέρσαν ὁ Πάπας Πῖος Ι᾽ ἀπαγορεύει πάσας τὰς ὑποθέσεις ἕνεκα τῆς ἀναγκαζομένης ἐπαναλήψεως, γεγονότων εἰς τὰ μοναστήρια καὶ τὰς Ἰταλίας ἀντικληρικόν. xyxy=(496,216,732,302)
serial-paragraph: — Ἀλλ᾽ ἐὰν σᾶς θέλω εἰς τὸν βασιλέα, θὰ εἶσθε εὐτυχεῖς. xyxy=(1236,884,1545,897)
serial-paragraph: — Ὁ Λαμπρακάτσορος παρέμεινε σιωπηλός, ἡ τῆς εὐγενίας αὐτῶν ἐξαφάνισις. xyxy=(1226,387,1586,414)
rent-divider xyxy=(496,1105,732,1106)
section-heading: ΑΝΑΓΚΑΙΑ Η ΠΑΡΑΤΗΡΗΣΙΣ xyxy=(48,309,210,324)
price-new: 0.95 xyxy=(464,1092,482,1104)
rent-item: Ἐνοικιάζεται ἀπὸ τοῦδε ὡραῖον ἀνώγειον ἐπὶ τῆς ὁδοῦ Δοϊράνης ἀριθ. 41. Πληροφορίαι ἐν τῷ φαρμακείῳ. xyxy=(496,1240,732,1282)
price-old: 1.10 xyxy=(444,1119,465,1131)
section-heading: ΕΝΔΙΑΦΕΡΟΝΤΑ ΒΙΟΜΗΧΑΝΙΑ xyxy=(770,539,948,554)
price-item: Φορέματα μάλλινα xyxy=(260,1065,337,1077)
ship-line-name: ΦΑΒΡ - ΛΑΙΝ xyxy=(834,1288,1124,1333)
agent-item: ΕΝ ΠΑΤΡΑΙΣ Ὁδὸς Ἁγίου Ἀνδρέου xyxy=(954,1647,1120,1659)
serial-paragraph: — Ἀκολουθήσατε με! xyxy=(1236,921,1348,934)
paragraph: Ἡ καθολικὴ θρησκεία εἶναι ἡ ἐπίσημος τῆς χώρας καὶ ὁ πληθυσμὸς ἀνέρχεται εἰς 920,000 ψυχῶν. Οἱ ἰθαγενεῖς εἶναι ὡς ἐπὶ τὸ πλεῖστον χριστιανοί. xyxy=(496,613,732,670)
ad-title: ΠΕΡ. Σ. ΜΑΚΡΗΣ xyxy=(1004,125,1194,152)
price-row xyxy=(260,1173,482,1187)
gentleman-ad xyxy=(496,724,732,954)
paragraph: Ἀφ᾽ ἑνὸς ἔχομεν τὴν παγκόσμιον πίστιν εἰς τὴν ἀντικειμενικὴν ὕπαρξιν κόσμου ἀγνώστου εἰς ἡμᾶς, τὴν πίστιν, βάσιν ὅλων τῶν θρησκειῶν, εἰς μελλοντικὴν ζωὴν ἐν τῇ ὁποίᾳ θὰ ἐπανευρεθῶμεν μὲ τοὺς ἀγαπητούς μας. Ἀφ᾽ ἑτέρου ἔχομεν τὴν θετικὴν ἐπιστήμην, ἥτις ζητεῖ ἀποδείξεις καὶ δὲν δέχεται παρὰ ὅ,τι δύναται νὰ ἐλέγξῃ. xyxy=(14,639,244,768)
fever-title: ΕΛΩΔΕΙΣ ΠΥΡΕΤΟΙ ΕΞΑΝΩΦΕΛΗ xyxy=(807,1681,1151,1707)
column-flammarion xyxy=(14,118,244,2248)
gentleman-illustration xyxy=(502,753,604,925)
mega-text: Προτιμᾶται ἀπὸ ὅλην τὴν Ἀθηναϊκὴν κοινωνίαν, διότι εἶναι τὸ καλύτερον. Λουτρὰ θερμὰ καὶ ψυχρά, ἀτμόλουτρα, λουτρὰ Τουρκικά, ἀπὸ πρωΐας μέχρι νυκτός. Τιμαὶ λογικαί. xyxy=(746,908,972,979)
ad-code: A. B. C. Code, 5 th. Edition xyxy=(1034,243,1164,255)
serial-paragraph: — Ὁ Στρατάχος ἔφερε τὴν χεῖρα εἰς τὸ ξίφος. xyxy=(1236,681,1479,694)
serial-text xyxy=(1226,269,1586,1061)
price-old: 1.40 xyxy=(444,1092,465,1104)
price-values xyxy=(445,1119,483,1133)
price-new: 3.00 xyxy=(464,1200,482,1212)
price-new: 0.45 xyxy=(464,1160,482,1172)
sailing-item: Διὰ τοῦ ὑπερωκεανείου «ΜΑΣΣΑΛΙΑ» τὴν Κυριακὴν 26 Αὐγούστου xyxy=(746,1479,1147,1492)
paragraph: Εἰς τὸ ἐρώτημα τοῦτο θὰ ἀπαντήσω ὅτι δὲν αἰσθάνομαι εἰσέτι τὸν ἑαυτόν μου ἱκανὸν νὰ δώσω μίαν ὁριστικὴν ἀπάντησιν. Θὰ ἔκλινον ἐν τούτοις νὰ παραδεχθῶ ὅτι ὑπάρχουν ἐν τῇ φύσει δυνάμεις ἄγνωστοι, τὰς ὁποίας ἡ ἐπιστήμη δὲν κατώρθωσε ἀκόμη νὰ ἐρμηνεύσῃ, καὶ ὅτι ἡ ψυχὴ τοῦ ἀνθρώπου εἶναι δύναμις πνευματικὴ ἀνεξάρτητος τοῦ σώματος. xyxy=(14,1123,244,1267)
serial-paragraph: — Ἐγώ... εἶμαι ἡ Ἀνώνυμος κυρία. xyxy=(1236,958,1419,971)
serial-paragraph: Καὶ τὸ βλέμμα τῆς εἶχε προσηλωθῇ ἐπὶ τοῦ Βασιλικοῦ. xyxy=(1236,811,1528,823)
price-new: 0.55 xyxy=(464,1119,482,1131)
chapter-number: ΕΝΝΑΤΟΝ ΚΕΦΑΛΑΙΟΝ xyxy=(1338,202,1474,217)
rent-item: Ἐνοικιάζονται ἀπὸ 1 Ἰουλίου τὰ ἐπὶ τῆς ὁδοῦ Σταδίου ἀριθ. 56 καὶ εἰς τὸ μέγαρον Καρυβάνου. Πληροφορίαι παρὰ τῷ κ. Ξενοπούλῳ. xyxy=(496,1113,732,1169)
column-news xyxy=(260,118,482,2248)
rent-divider xyxy=(496,1289,732,1290)
price-row xyxy=(260,1092,482,1106)
price-old: 1.40 xyxy=(444,1106,465,1118)
ad-title: THE CENTLEMAN xyxy=(502,733,605,748)
price-old: 0.50 xyxy=(444,1173,465,1185)
mega-cta: ΚΛΙΝΙΚΗ ΚΑΙ ΝΟΣΟΚΟΜΕΙΟΝ xyxy=(775,989,943,1004)
doctor-text: Ἐν Παρισίοις καὶ Βερολίνῳ σπουδάσας xyxy=(774,472,944,500)
agent-item: ΕΝ ΠΕΙΡΑΙΕΙ Λεωφόρος Μακράς Στοᾶς ἀρ. 46 (πλησίον Ἀμαξοστασίου) xyxy=(954,1590,1212,1614)
shop-subtitle: (ΝΕΑ ΑΓΟΡΑ) xyxy=(1060,962,1138,977)
column-rule xyxy=(488,118,489,2248)
factory-owner: ΕΜΜΑΝΟΥΗΛ ΣΑΛΟΥΣΤΡΟΥ xyxy=(1017,406,1181,421)
price-list xyxy=(260,1065,482,1214)
sailing-item: Διὰ τοῦ ὑπερωκεανείου «ΜΑΣΣΑΛΙΑ» τὴν Κυριακὴν 28 Ὀκτωβρίου xyxy=(746,1535,1149,1548)
price-values xyxy=(445,1146,483,1160)
